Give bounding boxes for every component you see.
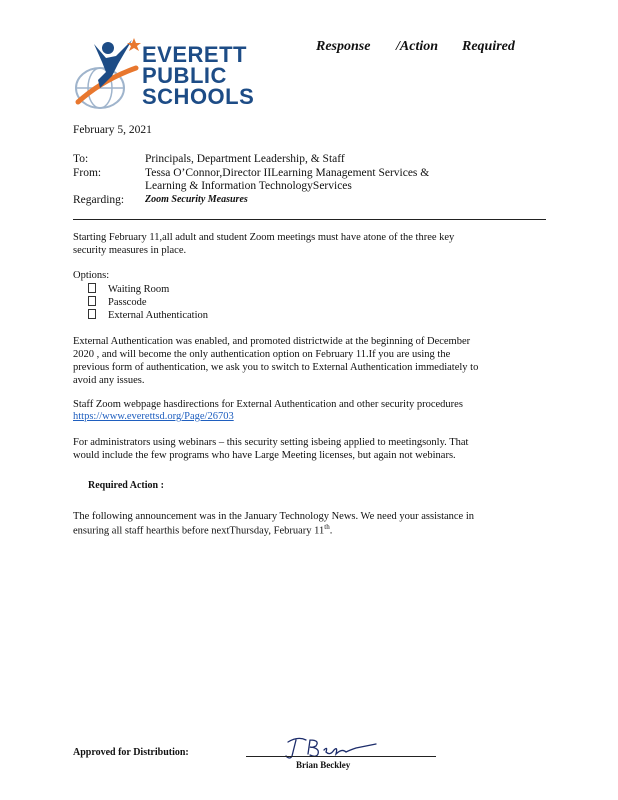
everett-public-schools-logo-icon — [72, 36, 142, 112]
bullet-box-icon — [88, 296, 96, 306]
memo-to-value: Principals, Department Leadership, & Staff — [145, 153, 345, 165]
option-label: Passcode — [108, 297, 147, 308]
ext-auth-line-2: 2020 , and will become the only authentication option on February 11.If you are using the — [73, 349, 451, 360]
option-label: Waiting Room — [108, 284, 170, 295]
ext-auth-line-1: External Authentication was enabled, and promoted districtwide at the beginning of December — [73, 336, 471, 347]
approved-for-distribution-label: Approved for Distribution: — [73, 747, 189, 758]
staff-webpage-line: Staff Zoom webpage hasdirections for External Authentication and other security procedures — [73, 399, 463, 410]
ext-auth-line-4: avoid any issues. — [73, 375, 145, 386]
announcement-line-2-text: ensuring all staff hearthis before nextThursday, February 11 — [73, 525, 325, 537]
header-response: Response — [316, 39, 371, 54]
memo-from-value-line2: Learning & Information TechnologyServices — [145, 180, 352, 192]
header-required: Required — [462, 39, 515, 54]
option-item — [88, 283, 169, 297]
options-label: Options: — [73, 270, 110, 281]
signer-name: Brian Beckley — [296, 760, 351, 770]
staff-webpage-link-row — [73, 410, 553, 424]
announcement-line-2 — [73, 523, 553, 538]
logo-text-public: PUBLIC — [142, 63, 227, 88]
announcement-line-2-end: . — [329, 525, 333, 537]
logo-text-everett: EVERETT — [142, 42, 247, 67]
intro-line-1: Starting February 11,all adult and student Zoom meetings must have atone of the three key — [73, 232, 455, 243]
header-divider — [73, 219, 546, 220]
bullet-box-icon — [88, 309, 96, 319]
admin-line-2: would include the few programs who have Large Meeting licenses, but again not webinars. — [73, 450, 456, 461]
signature-line — [246, 756, 436, 757]
memo-to-label: To: — [73, 153, 89, 165]
header-action: /Action — [396, 39, 439, 54]
ext-auth-line-3: previous form of authentication, we ask you to switch to External Authentication immediately to — [73, 362, 479, 373]
admin-line-1: For administrators using webinars – this security setting isbeing applied to meetingsonly. That — [73, 437, 469, 448]
action-required-label: Required Action : — [88, 480, 164, 491]
memo-regarding-value: Zoom Security Measures — [145, 194, 248, 205]
memo-from-label: From: — [73, 167, 102, 179]
ordinal-suffix: th — [324, 523, 330, 531]
memo-regarding-label: Regarding: — [73, 194, 125, 206]
announcement-line-1: The following announcement was in the January Technology News. We need your assistance in — [73, 511, 475, 522]
logo-text-schools: SCHOOLS — [142, 84, 255, 109]
option-label: External Authentication — [108, 310, 209, 321]
bullet-box-icon — [88, 283, 96, 293]
staff-zoom-link[interactable]: https://www.everettsd.org/Page/26703 — [73, 411, 234, 422]
intro-line-2: security measures in place. — [73, 245, 187, 256]
signature-icon — [276, 734, 386, 762]
memo-from-value-line1: Tessa O’Connor,Director IILearning Management Services & — [145, 167, 430, 179]
memo-date: February 5, 2021 — [73, 124, 152, 136]
option-item — [88, 309, 208, 323]
option-item — [88, 296, 147, 310]
